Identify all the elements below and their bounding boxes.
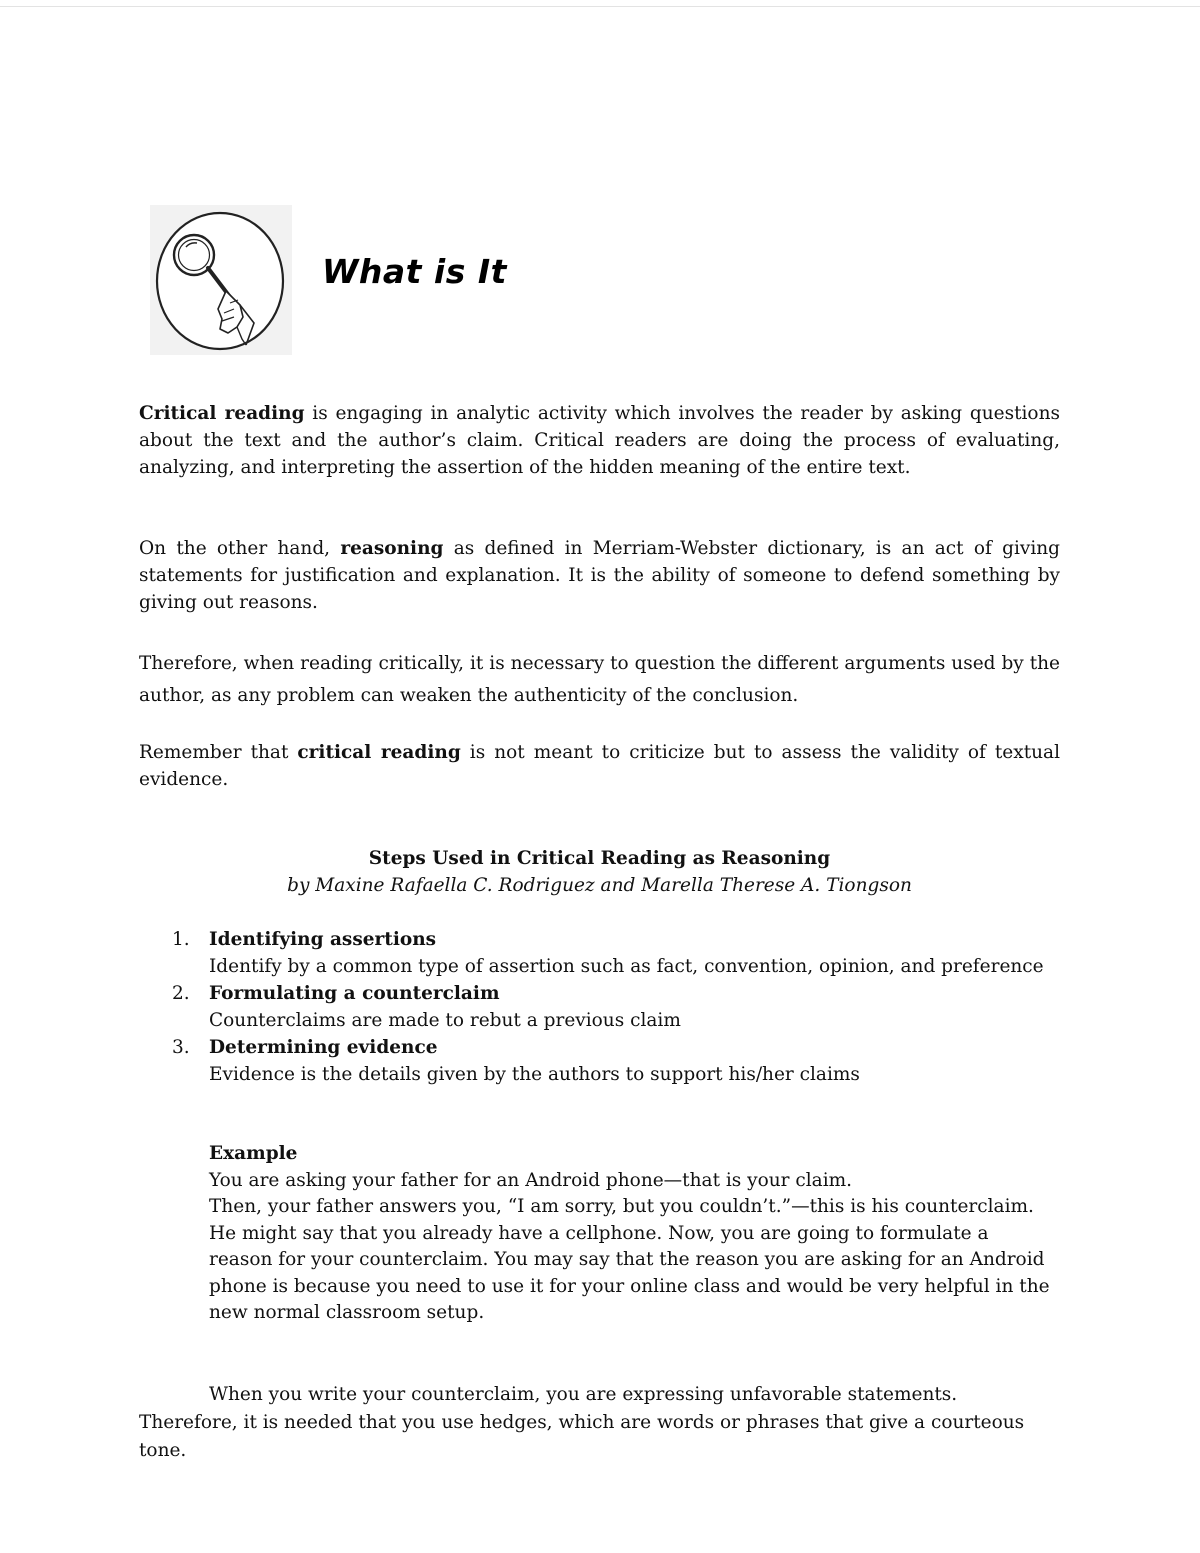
paragraph-text: as defined in Merriam-Webster dictionary, is an act of giving statements for justification and explanation. It is the ability of someone to defend something by giving out reasons.	[139, 538, 1060, 613]
steps-title: Steps Used in Critical Reading as Reasoning	[368, 848, 831, 869]
paragraph-text: is not meant to criticize but to assess the validity of textual evidence.	[139, 742, 1060, 790]
step-number: 2.	[172, 983, 190, 1004]
step-number: 1.	[172, 929, 190, 950]
paragraph-text: On the other hand,	[139, 538, 341, 559]
step-number: 3.	[172, 1037, 190, 1058]
step-title: Formulating a counterclaim	[209, 983, 500, 1004]
magnifying-glass-icon	[150, 205, 292, 355]
term-critical-reading: critical reading	[297, 742, 461, 763]
paragraph-remember	[139, 739, 1060, 793]
closing-paragraph: When you write your counterclaim, you are expressing unfavorable statements. Therefore, it is needed that you use hedges, which are words or phrases that give a courteous tone.	[139, 1384, 1025, 1461]
steps-byline: by Maxine Rafaella C. Rodriguez and Marella Therese A. Tiongson	[287, 875, 912, 896]
list-item	[172, 1034, 1052, 1088]
page-title: What is It	[322, 252, 507, 291]
list-item	[172, 980, 1052, 1034]
example-section	[209, 1141, 1054, 1327]
example-line: He might say that you already have a cellphone. Now, you are going to formulate a reason for your counterclaim. You may say that the reason you are asking for an Android phone is because you need to use it for your online class and would be very helpful in the new normal classroom setup.	[209, 1222, 1050, 1323]
term-critical-reading: Critical reading	[139, 403, 305, 424]
example-heading: Example	[209, 1143, 298, 1164]
example-line: You are asking your father for an Android phone—that is your claim.	[209, 1169, 853, 1191]
paragraph-text: is engaging in analytic activity which involves the reader by asking questions about the text and the author’s claim. Critical readers are doing the process of evaluating, analyzing, and interpreting the assertion of the hidden meaning of the entire text.	[139, 403, 1060, 478]
top-divider	[0, 6, 1200, 7]
paragraph-therefore: Therefore, when reading critically, it is necessary to question the different arguments used by the author, as any problem can weaken the authenticity of the conclusion.	[139, 653, 1060, 706]
step-description: Evidence is the details given by the authors to support his/her claims	[209, 1064, 860, 1085]
step-description: Counterclaims are made to rebut a previous claim	[209, 1010, 681, 1031]
term-reasoning: reasoning	[340, 538, 444, 559]
example-line: Then, your father answers you, “I am sorry, but you couldn’t.”—this is his counterclaim.	[209, 1196, 1034, 1217]
step-description: Identify by a common type of assertion such as fact, convention, opinion, and preference	[209, 956, 1044, 977]
list-item	[172, 926, 1052, 980]
paragraph-reasoning	[139, 535, 1060, 616]
step-title: Identifying assertions	[209, 929, 437, 950]
steps-list	[172, 926, 1052, 1088]
step-title: Determining evidence	[209, 1037, 438, 1058]
paragraph-critical-reading	[139, 400, 1060, 481]
paragraph-text: Remember that	[139, 742, 298, 763]
